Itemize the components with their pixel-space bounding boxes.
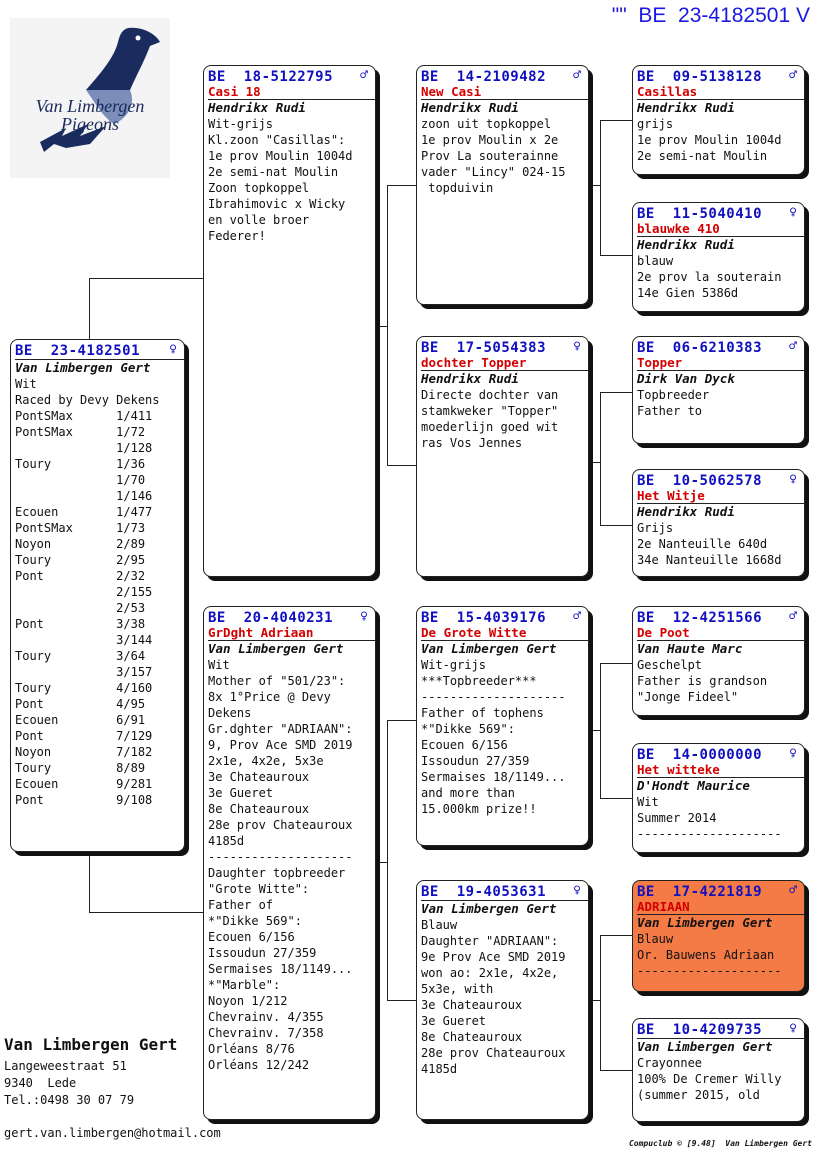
info-line: Chevrainv. 7/358 — [208, 1026, 324, 1040]
info-line: Father is grandson — [637, 674, 768, 688]
owner-name: Hendrikx Rudi — [421, 100, 519, 115]
connector-line — [600, 1070, 633, 1071]
breeder-email[interactable]: gert.van.limbergen@hotmail.com — [4, 1126, 221, 1140]
owner-name: Van Limbergen Gert — [15, 360, 151, 375]
connector-line — [600, 935, 601, 1070]
info-line: stamkweker "Topper" — [421, 404, 559, 418]
info-line: *"Dikke 569": — [421, 722, 515, 736]
footer-credit: Compuclub © [9.48] Van Limbergen Gert — [628, 1139, 812, 1148]
info-line: Wit — [637, 795, 659, 809]
info-line: Toury 1/36 — [15, 457, 146, 471]
info-line: Raced by Devy Dekens — [15, 393, 160, 407]
info-line: Pont 9/108 — [15, 793, 153, 807]
pigeon-card-mff[interactable] — [632, 606, 805, 716]
info-line: Kl.zoon "Casillas": — [208, 133, 346, 147]
info-line: 3/157 — [15, 665, 153, 679]
pigeon-card-father[interactable] — [203, 65, 376, 577]
ring-number: BE 19-4053631 — [421, 884, 547, 900]
sex-symbol-icon: ♀ — [789, 205, 797, 220]
info-line: Summer 2014 — [637, 811, 717, 825]
info-line: 100% De Cremer Willy — [637, 1072, 782, 1086]
info-line: Ecouen 1/477 — [15, 505, 153, 519]
connector-line — [600, 392, 633, 393]
connector-line — [387, 185, 388, 465]
pigeon-card-mf[interactable] — [416, 606, 589, 846]
owner-name: Van Limbergen Gert — [421, 641, 557, 656]
connector-line — [600, 525, 633, 526]
info-line: Father of — [208, 898, 274, 912]
info-line: *"Dikke 569": — [208, 914, 302, 928]
pigeon-card-fm[interactable] — [416, 336, 589, 577]
info-line: "Jonge Fideel" — [637, 690, 739, 704]
pigeon-name: De Grote Witte — [421, 626, 588, 641]
owner-name: Van Limbergen Gert — [421, 901, 557, 916]
sex-symbol-icon: ♂ — [573, 68, 581, 83]
logo-text-line1: Van Limbergen — [35, 96, 145, 116]
connector-line — [600, 255, 633, 256]
ring-number: BE 14-0000000 — [637, 747, 763, 763]
ring-number: BE 15-4039176 — [421, 610, 547, 626]
ring-number: BE 20-4040231 — [208, 610, 334, 626]
info-line: Ibrahimovic x Wicky — [208, 197, 346, 211]
info-line: 1e prov Moulin x 2e — [421, 133, 559, 147]
owner-name: Van Limbergen Gert — [637, 1039, 773, 1054]
info-line: 8e Chateauroux — [208, 802, 310, 816]
info-line: -------------------- — [208, 850, 353, 864]
info-line: 2/53 — [15, 601, 146, 615]
info-line: Pont 4/95 — [15, 697, 146, 711]
info-line: 2x1e, 4x2e, 5x3e — [208, 754, 324, 768]
pigeon-card-ff[interactable] — [416, 65, 589, 305]
info-line: 4185d — [421, 1062, 458, 1076]
pigeon-card-subject[interactable] — [10, 339, 185, 852]
info-line: 3e Chateauroux — [421, 998, 523, 1012]
info-line: Blauw — [421, 918, 458, 932]
info-line: Directe dochter van — [421, 388, 559, 402]
connector-line — [387, 720, 417, 721]
owner-name: Van Limbergen Gert — [208, 641, 344, 656]
info-line: Or. Bauwens Adriaan — [637, 948, 775, 962]
pigeon-name: blauwke 410 — [637, 222, 804, 237]
info-line: Ecouen 6/156 — [208, 930, 295, 944]
info-line: 9e Prov Ace SMD 2019 — [421, 950, 566, 964]
connector-line — [374, 862, 388, 863]
info-line: en volle broer — [208, 213, 310, 227]
info-line: 3e Chateauroux — [208, 770, 310, 784]
info-line: Wit — [15, 377, 37, 391]
pigeon-name: Casillas — [637, 85, 804, 100]
ring-number: BE 17-5054383 — [421, 340, 547, 356]
info-line: 1e prov Moulin 1004d — [208, 149, 353, 163]
info-line: Pont 2/32 — [15, 569, 146, 583]
info-line: moederlijn goed wit — [421, 420, 559, 434]
ring-number: BE 14-2109482 — [421, 69, 547, 85]
pigeon-name: ADRIAAN — [637, 900, 804, 915]
connector-line — [374, 326, 388, 327]
connector-line — [600, 935, 633, 936]
sex-symbol-icon: ♂ — [789, 883, 797, 898]
pigeon-card-mmf[interactable] — [632, 880, 805, 992]
info-line: Grijs — [637, 521, 674, 535]
info-line: *"Marble": — [208, 978, 281, 992]
owner-name: Hendrikx Rudi — [208, 100, 306, 115]
info-line: Wit — [208, 658, 230, 672]
info-line: Geschelpt — [637, 658, 703, 672]
pigeon-card-mother[interactable] — [203, 606, 376, 1120]
info-line: PontSMax 1/411 — [15, 409, 153, 423]
info-line: 2e Nanteuille 640d — [637, 537, 768, 551]
sex-symbol-icon: ♂ — [573, 609, 581, 624]
info-line: 4185d — [208, 834, 245, 848]
info-line: -------------------- — [637, 827, 782, 841]
info-line: 1/128 — [15, 441, 153, 455]
info-line: blauw — [637, 254, 674, 268]
info-line: 1/146 — [15, 489, 153, 503]
connector-line — [89, 852, 90, 912]
info-line: 3/144 — [15, 633, 153, 647]
sex-symbol-icon: ♂ — [789, 339, 797, 354]
info-line: Wit-grijs — [421, 658, 487, 672]
owner-name: Hendrikx Rudi — [637, 100, 735, 115]
info-line: 14e Gien 5386d — [637, 286, 739, 300]
connector-line — [587, 462, 601, 463]
info-line: 2e semi-nat Moulin — [208, 165, 339, 179]
pigeon-name: GrDght Adriaan — [208, 626, 375, 641]
info-line: and more than — [421, 786, 515, 800]
info-line: Prov La souterainne — [421, 149, 559, 163]
info-line: 2e semi-nat Moulin — [637, 149, 768, 163]
sex-symbol-icon: ♂ — [789, 609, 797, 624]
info-line: Topbreeder — [637, 388, 710, 402]
connector-line — [587, 730, 601, 731]
ring-number: BE 12-4251566 — [637, 610, 763, 626]
info-line: Pont 3/38 — [15, 617, 146, 631]
info-line: Pont 7/129 — [15, 729, 153, 743]
info-line: 9, Prov Ace SMD 2019 — [208, 738, 353, 752]
info-line: Toury 8/89 — [15, 761, 146, 775]
connector-line — [600, 120, 601, 255]
info-line: "Grote Witte": — [208, 882, 310, 896]
info-line: ***Topbreeder*** — [421, 674, 537, 688]
pigeon-card-mfm[interactable] — [632, 743, 805, 853]
sex-symbol-icon: ♀ — [789, 746, 797, 761]
sex-symbol-icon: ♀ — [573, 339, 581, 354]
pigeon-card-fmf[interactable] — [632, 336, 805, 444]
pigeon-name: Het Witje — [637, 489, 804, 504]
owner-name: Van Haute Marc — [637, 641, 743, 656]
sex-symbol-icon: ♂ — [360, 68, 368, 83]
info-line: Sermaises 18/1149... — [421, 770, 566, 784]
ring-number: BE 10-5062578 — [637, 473, 763, 489]
info-line: -------------------- — [421, 690, 566, 704]
pigeon-card-mmm[interactable] — [632, 1018, 805, 1122]
info-line: Father of tophens — [421, 706, 544, 720]
sex-symbol-icon: ♀ — [789, 1021, 797, 1036]
info-line: Daughter topbreeder — [208, 866, 346, 880]
sex-symbol-icon: ♂ — [789, 68, 797, 83]
info-line: topduivin — [421, 181, 494, 195]
info-line: 1/70 — [15, 473, 146, 487]
info-line: Sermaises 18/1149... — [208, 962, 353, 976]
info-line: PontSMax 1/73 — [15, 521, 146, 535]
pigeon-name: De Poot — [637, 626, 804, 641]
breeder-phone: Tel.:0498 30 07 79 — [4, 1093, 135, 1107]
info-line: Mother of "501/23": — [208, 674, 346, 688]
info-line: Blauw — [637, 932, 674, 946]
sex-symbol-icon: ♀ — [789, 472, 797, 487]
pigeon-name: Casi 18 — [208, 85, 375, 100]
pigeon-card-ffm[interactable] — [632, 202, 805, 312]
breeder-city: 9340 Lede — [4, 1076, 77, 1090]
logo-text-line2: Pigeons — [61, 114, 119, 134]
ring-number: BE 23-4182501 — [15, 343, 141, 359]
info-line: zoon uit topkoppel — [421, 117, 552, 131]
info-line: 3e Gueret — [421, 1014, 487, 1028]
info-line: Orléans 8/76 — [208, 1042, 295, 1056]
info-line: ras Vos Jennes — [421, 436, 523, 450]
info-line: Toury 4/160 — [15, 681, 153, 695]
info-line: 5x3e, with — [421, 982, 494, 996]
connector-line — [587, 1000, 601, 1001]
info-line: vader "Lincy" 024-15 — [421, 165, 566, 179]
info-line: -------------------- — [637, 964, 782, 978]
info-line: 8x 1°Price @ Devy — [208, 690, 331, 704]
info-line: Chevrainv. 4/355 — [208, 1010, 324, 1024]
info-line: 34e Nanteuille 1668d — [637, 553, 782, 567]
info-line: 2e prov la souterain — [637, 270, 782, 284]
logo — [10, 18, 170, 178]
connector-line — [600, 663, 633, 664]
connector-line — [600, 392, 601, 525]
ring-number: BE 17-4221819 — [637, 884, 763, 900]
info-line: 3e Gueret — [208, 786, 274, 800]
info-line: Toury 3/64 — [15, 649, 146, 663]
connector-line — [89, 278, 204, 279]
info-line: Ecouen 6/156 — [421, 738, 508, 752]
pigeon-name: dochter Topper — [421, 356, 588, 371]
pigeon-name: Het witteke — [637, 763, 804, 778]
info-line: Crayonnee — [637, 1056, 703, 1070]
info-line: Noyon 2/89 — [15, 537, 146, 551]
info-line: Daughter "ADRIAAN": — [421, 934, 559, 948]
owner-name: D'Hondt Maurice — [637, 778, 750, 793]
info-line: grijs — [637, 117, 674, 131]
info-line: Toury 2/95 — [15, 553, 146, 567]
connector-line — [89, 278, 90, 340]
pigeon-name: New Casi — [421, 85, 588, 100]
pigeon-name: Topper — [637, 356, 804, 371]
breeder-address: Langeweestraat 51 — [4, 1059, 127, 1073]
sex-symbol-icon: ♀ — [573, 883, 581, 898]
pigeon-card-fmm[interactable] — [632, 469, 805, 577]
sex-symbol-icon: ♀ — [360, 609, 368, 624]
breeder-name: Van Limbergen Gert — [4, 1035, 178, 1054]
info-line: 15.000km prize!! — [421, 802, 537, 816]
info-line: 28e prov Chateauroux — [208, 818, 353, 832]
connector-line — [587, 185, 601, 186]
connector-line — [89, 912, 204, 913]
info-line: (summer 2015, old — [637, 1088, 760, 1102]
pigeon-card-mm[interactable] — [416, 880, 589, 1120]
info-line: 1e prov Moulin 1004d — [637, 133, 782, 147]
info-line: Noyon 1/212 — [208, 994, 288, 1008]
owner-name: Hendrikx Rudi — [637, 237, 735, 252]
ring-number: BE 10-4209735 — [637, 1022, 763, 1038]
info-line: Issoudun 27/359 — [208, 946, 317, 960]
info-line: Ecouen 6/91 — [15, 713, 146, 727]
breeder-info — [4, 1035, 221, 1142]
info-line: 8e Chateauroux — [421, 1030, 523, 1044]
info-line: 2/155 — [15, 585, 153, 599]
info-line: Issoudun 27/359 — [421, 754, 530, 768]
connector-line — [387, 465, 417, 466]
ring-number: BE 06-6210383 — [637, 340, 763, 356]
page-title: "" BE 23-4182501 V — [611, 4, 810, 27]
info-line: Ecouen 9/281 — [15, 777, 153, 791]
info-line: Dekens — [208, 706, 252, 720]
owner-name: Hendrikx Rudi — [637, 504, 735, 519]
owner-name: Van Limbergen Gert — [637, 915, 773, 930]
info-line: PontSMax 1/72 — [15, 425, 146, 439]
connector-line — [387, 720, 388, 1000]
ring-number: BE 11-5040410 — [637, 206, 763, 222]
connector-line — [600, 798, 633, 799]
sex-symbol-icon: ♀ — [169, 342, 177, 357]
info-line: Noyon 7/182 — [15, 745, 153, 759]
info-line: 28e prov Chateauroux — [421, 1046, 566, 1060]
info-line: Gr.dghter "ADRIAAN": — [208, 722, 353, 736]
info-line: won ao: 2x1e, 4x2e, — [421, 966, 559, 980]
info-line: Father to — [637, 404, 703, 418]
info-line: Federer! — [208, 229, 266, 243]
ring-number: BE 18-5122795 — [208, 69, 334, 85]
info-line: Orléans 12/242 — [208, 1058, 310, 1072]
info-line: Zoon topkoppel — [208, 181, 310, 195]
connector-line — [387, 1000, 417, 1001]
owner-name: Dirk Van Dyck — [637, 371, 735, 386]
pigeon-card-fff[interactable] — [632, 65, 805, 175]
connector-line — [600, 120, 633, 121]
ring-number: BE 09-5138128 — [637, 69, 763, 85]
info-line: Wit-grijs — [208, 117, 274, 131]
owner-name: Hendrikx Rudi — [421, 371, 519, 386]
connector-line — [387, 185, 417, 186]
